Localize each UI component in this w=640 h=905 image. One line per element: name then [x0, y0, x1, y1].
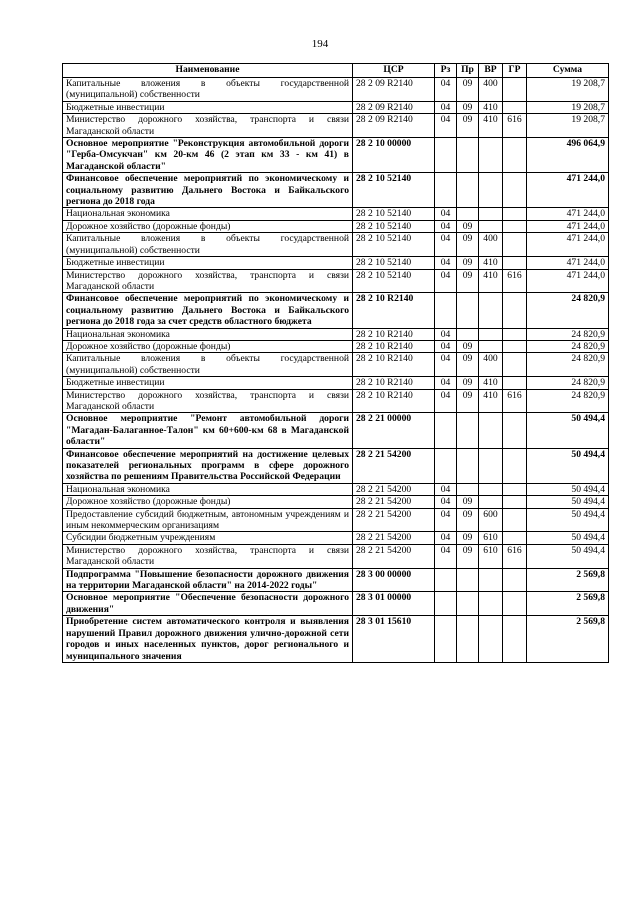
cell-gr [503, 257, 527, 269]
cell-gr [503, 353, 527, 377]
cell-pr [457, 448, 479, 483]
col-header-gr: ГР [503, 64, 527, 78]
cell-rz: 04 [435, 483, 457, 495]
table-row [63, 173, 609, 208]
cell-name: Министерство дорожного хозяйства, транспорта и связи Магаданской области [63, 389, 353, 413]
cell-name: Национальная экономика [63, 483, 353, 495]
cell-vr: 410 [479, 114, 503, 138]
col-header-pr: Пр [457, 64, 479, 78]
cell-sum: 471 244,0 [527, 257, 609, 269]
table-row [63, 389, 609, 413]
cell-gr [503, 483, 527, 495]
cell-gr [503, 208, 527, 220]
table-row [63, 114, 609, 138]
cell-name: Основное мероприятие "Реконструкция автомобильной дороги "Герба-Омсукчан" км 20-км 46 (2 этап км 33 - км 41) в Магаданской области" [63, 138, 353, 173]
cell-pr [457, 616, 479, 663]
cell-sum: 50 494,4 [527, 532, 609, 544]
cell-sum: 471 244,0 [527, 173, 609, 208]
cell-csr: 28 3 01 00000 [353, 592, 435, 616]
cell-name: Национальная экономика [63, 208, 353, 220]
cell-csr: 28 2 21 54200 [353, 508, 435, 532]
table-header-row [63, 64, 609, 78]
cell-rz: 04 [435, 101, 457, 113]
cell-pr: 09 [457, 532, 479, 544]
cell-csr: 28 2 09 R2140 [353, 114, 435, 138]
cell-sum: 19 208,7 [527, 78, 609, 102]
cell-name: Финансовое обеспечение мероприятий по экономическому и социальному развитию Дальнего Востока и Байкальского региона до 2018 года [63, 173, 353, 208]
cell-gr [503, 233, 527, 257]
cell-csr: 28 2 10 52140 [353, 173, 435, 208]
cell-gr [503, 293, 527, 328]
table-row [63, 78, 609, 102]
cell-sum: 2 569,8 [527, 592, 609, 616]
col-header-sum: Сумма [527, 64, 609, 78]
cell-name: Капитальные вложения в объекты государственной (муниципальной) собственности [63, 353, 353, 377]
cell-name: Министерство дорожного хозяйства, транспорта и связи Магаданской области [63, 269, 353, 293]
cell-name: Капитальные вложения в объекты государственной (муниципальной) собственности [63, 233, 353, 257]
table-row [63, 340, 609, 352]
cell-vr [479, 483, 503, 495]
cell-csr: 28 2 10 R2140 [353, 340, 435, 352]
cell-pr [457, 328, 479, 340]
cell-pr [457, 293, 479, 328]
cell-rz: 04 [435, 340, 457, 352]
cell-csr: 28 3 00 00000 [353, 568, 435, 592]
cell-vr [479, 616, 503, 663]
cell-pr [457, 208, 479, 220]
cell-csr: 28 2 10 00000 [353, 138, 435, 173]
cell-csr: 28 2 10 R2140 [353, 389, 435, 413]
cell-rz: 04 [435, 353, 457, 377]
cell-vr [479, 208, 503, 220]
cell-name: Приобретение систем автоматического контроля и выявления нарушений Правил дорожного движения улично-дорожной сети городов и иных населенных пунктов, дорог регионального и муниципального значения [63, 616, 353, 663]
cell-csr: 28 2 10 R2140 [353, 293, 435, 328]
col-header-csr: ЦСР [353, 64, 435, 78]
cell-name: Бюджетные инвестиции [63, 101, 353, 113]
cell-vr: 400 [479, 353, 503, 377]
cell-rz: 04 [435, 496, 457, 508]
table-row [63, 220, 609, 232]
cell-sum: 50 494,4 [527, 483, 609, 495]
cell-vr [479, 592, 503, 616]
cell-vr [479, 293, 503, 328]
cell-name: Основное мероприятие "Обеспечение безопасности дорожного движения" [63, 592, 353, 616]
cell-name: Подпрограмма "Повышение безопасности дорожного движения на территории Магаданской области" на 2014-2022 годы" [63, 568, 353, 592]
cell-rz [435, 592, 457, 616]
cell-rz: 04 [435, 220, 457, 232]
budget-table [62, 63, 609, 663]
cell-csr: 28 2 21 54200 [353, 544, 435, 568]
table-row [63, 208, 609, 220]
cell-gr [503, 220, 527, 232]
cell-pr: 09 [457, 220, 479, 232]
table-row [63, 483, 609, 495]
cell-csr: 28 2 21 54200 [353, 496, 435, 508]
cell-pr [457, 568, 479, 592]
cell-pr: 09 [457, 257, 479, 269]
cell-csr: 28 2 10 52140 [353, 208, 435, 220]
cell-rz: 04 [435, 508, 457, 532]
cell-name: Дорожное хозяйство (дорожные фонды) [63, 220, 353, 232]
cell-name: Основное мероприятие "Ремонт автомобильной дороги "Магадан-Балаганное-Талон" км 60+600-км 68 в Магаданской области" [63, 413, 353, 448]
cell-gr: 616 [503, 389, 527, 413]
cell-pr: 09 [457, 78, 479, 102]
cell-pr [457, 413, 479, 448]
cell-vr: 600 [479, 508, 503, 532]
cell-pr [457, 483, 479, 495]
cell-csr: 28 2 09 R2140 [353, 101, 435, 113]
cell-pr: 09 [457, 496, 479, 508]
cell-gr: 616 [503, 269, 527, 293]
cell-gr [503, 592, 527, 616]
cell-pr [457, 138, 479, 173]
cell-csr: 28 2 10 R2140 [353, 377, 435, 389]
cell-vr [479, 138, 503, 173]
cell-gr [503, 616, 527, 663]
cell-name: Бюджетные инвестиции [63, 257, 353, 269]
cell-rz [435, 616, 457, 663]
cell-csr: 28 2 10 52140 [353, 233, 435, 257]
table-row [63, 269, 609, 293]
cell-name: Дорожное хозяйство (дорожные фонды) [63, 496, 353, 508]
col-header-name: Наименование [63, 64, 353, 78]
cell-gr [503, 508, 527, 532]
cell-sum: 24 820,9 [527, 389, 609, 413]
cell-vr [479, 496, 503, 508]
table-row [63, 532, 609, 544]
cell-sum: 24 820,9 [527, 328, 609, 340]
table-row [63, 353, 609, 377]
cell-csr: 28 2 10 R2140 [353, 328, 435, 340]
cell-sum: 24 820,9 [527, 340, 609, 352]
cell-vr: 410 [479, 269, 503, 293]
table-row [63, 101, 609, 113]
cell-vr: 400 [479, 78, 503, 102]
cell-sum: 50 494,4 [527, 508, 609, 532]
cell-gr [503, 496, 527, 508]
cell-vr: 410 [479, 101, 503, 113]
cell-csr: 28 2 21 00000 [353, 413, 435, 448]
cell-vr [479, 448, 503, 483]
cell-pr: 09 [457, 101, 479, 113]
cell-pr [457, 173, 479, 208]
cell-sum: 24 820,9 [527, 293, 609, 328]
table-row [63, 616, 609, 663]
table-row [63, 592, 609, 616]
cell-pr: 09 [457, 377, 479, 389]
cell-csr: 28 2 09 R2140 [353, 78, 435, 102]
cell-sum: 50 494,4 [527, 413, 609, 448]
cell-vr: 610 [479, 532, 503, 544]
cell-gr [503, 173, 527, 208]
cell-name: Финансовое обеспечение мероприятий на достижение целевых показателей региональных программ в сфере дорожного хозяйства по решениям Правительства Российской Федерации [63, 448, 353, 483]
cell-rz: 04 [435, 269, 457, 293]
cell-name: Предоставление субсидий бюджетным, автономным учреждениям и иным некоммерческим организациям [63, 508, 353, 532]
cell-sum: 24 820,9 [527, 377, 609, 389]
cell-pr [457, 592, 479, 616]
cell-rz: 04 [435, 208, 457, 220]
cell-name: Капитальные вложения в объекты государственной (муниципальной) собственности [63, 78, 353, 102]
cell-rz: 04 [435, 544, 457, 568]
cell-rz: 04 [435, 389, 457, 413]
cell-csr: 28 2 21 54200 [353, 448, 435, 483]
cell-vr [479, 328, 503, 340]
table-row [63, 448, 609, 483]
cell-sum: 496 064,9 [527, 138, 609, 173]
table-row [63, 328, 609, 340]
table-row [63, 138, 609, 173]
cell-gr [503, 101, 527, 113]
table-row [63, 377, 609, 389]
cell-csr: 28 2 21 54200 [353, 532, 435, 544]
cell-vr: 400 [479, 233, 503, 257]
cell-rz: 04 [435, 532, 457, 544]
cell-gr [503, 78, 527, 102]
cell-rz [435, 413, 457, 448]
cell-rz: 04 [435, 233, 457, 257]
cell-csr: 28 2 10 R2140 [353, 353, 435, 377]
cell-gr [503, 568, 527, 592]
cell-rz [435, 448, 457, 483]
cell-rz [435, 138, 457, 173]
cell-sum: 50 494,4 [527, 496, 609, 508]
cell-gr [503, 377, 527, 389]
cell-rz: 04 [435, 328, 457, 340]
cell-pr: 09 [457, 353, 479, 377]
cell-name: Субсидии бюджетным учреждениям [63, 532, 353, 544]
cell-sum: 50 494,4 [527, 448, 609, 483]
cell-pr: 09 [457, 544, 479, 568]
cell-rz: 04 [435, 257, 457, 269]
table-row [63, 496, 609, 508]
cell-sum: 2 569,8 [527, 616, 609, 663]
cell-sum: 50 494,4 [527, 544, 609, 568]
cell-sum: 471 244,0 [527, 220, 609, 232]
cell-sum: 19 208,7 [527, 101, 609, 113]
cell-name: Бюджетные инвестиции [63, 377, 353, 389]
table-row [63, 508, 609, 532]
cell-rz: 04 [435, 114, 457, 138]
table-row [63, 257, 609, 269]
cell-vr: 410 [479, 389, 503, 413]
cell-gr [503, 532, 527, 544]
col-header-vr: ВР [479, 64, 503, 78]
cell-gr [503, 328, 527, 340]
cell-vr [479, 413, 503, 448]
cell-sum: 24 820,9 [527, 353, 609, 377]
cell-csr: 28 2 21 54200 [353, 483, 435, 495]
cell-sum: 471 244,0 [527, 233, 609, 257]
cell-csr: 28 2 10 52140 [353, 257, 435, 269]
cell-rz [435, 173, 457, 208]
cell-rz: 04 [435, 78, 457, 102]
cell-gr: 616 [503, 114, 527, 138]
cell-name: Финансовое обеспечение мероприятий по экономическому и социальному развитию Дальнего Востока и Байкальского региона до 2018 года за счет средств областного бюджета [63, 293, 353, 328]
cell-sum: 19 208,7 [527, 114, 609, 138]
cell-pr: 09 [457, 508, 479, 532]
table-row [63, 293, 609, 328]
cell-vr [479, 568, 503, 592]
cell-name: Национальная экономика [63, 328, 353, 340]
cell-gr [503, 413, 527, 448]
cell-sum: 471 244,0 [527, 208, 609, 220]
cell-name: Дорожное хозяйство (дорожные фонды) [63, 340, 353, 352]
cell-gr [503, 340, 527, 352]
cell-rz [435, 568, 457, 592]
cell-vr [479, 220, 503, 232]
table-row [63, 233, 609, 257]
page-number: 194 [311, 38, 329, 50]
cell-name: Министерство дорожного хозяйства, транспорта и связи Магаданской области [63, 114, 353, 138]
table-row [63, 568, 609, 592]
cell-sum: 2 569,8 [527, 568, 609, 592]
cell-vr: 410 [479, 257, 503, 269]
cell-sum: 471 244,0 [527, 269, 609, 293]
cell-vr: 610 [479, 544, 503, 568]
cell-pr: 09 [457, 233, 479, 257]
cell-gr [503, 448, 527, 483]
cell-pr: 09 [457, 340, 479, 352]
table-row [63, 413, 609, 448]
cell-gr [503, 138, 527, 173]
cell-csr: 28 2 10 52140 [353, 269, 435, 293]
cell-rz [435, 293, 457, 328]
cell-vr [479, 340, 503, 352]
cell-vr [479, 173, 503, 208]
cell-pr: 09 [457, 389, 479, 413]
cell-rz: 04 [435, 377, 457, 389]
cell-pr: 09 [457, 114, 479, 138]
cell-name: Министерство дорожного хозяйства, транспорта и связи Магаданской области [63, 544, 353, 568]
cell-vr: 410 [479, 377, 503, 389]
cell-csr: 28 3 01 15610 [353, 616, 435, 663]
table-row [63, 544, 609, 568]
cell-csr: 28 2 10 52140 [353, 220, 435, 232]
col-header-rz: Рз [435, 64, 457, 78]
cell-gr: 616 [503, 544, 527, 568]
cell-pr: 09 [457, 269, 479, 293]
